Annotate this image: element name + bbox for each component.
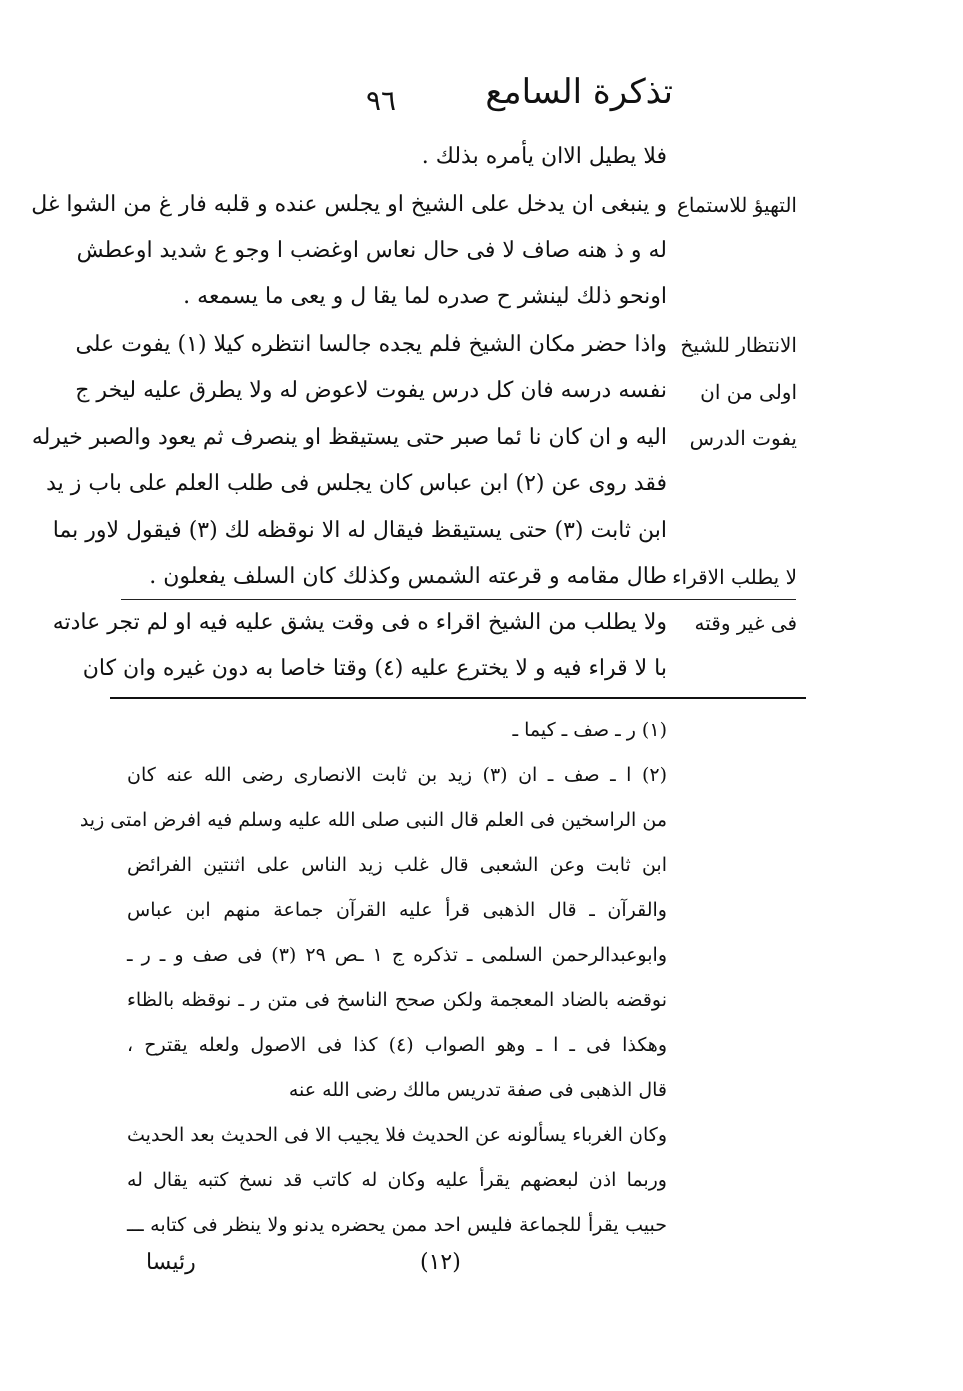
footnote-line: (٢) ا ـ صف ـ ان (٣) زيد بن ثابت الانصارى رضى الله عنه كان: [127, 764, 667, 786]
page-number: ٩٦: [366, 84, 397, 117]
body-line: نفسه درسه فان كل درس يفوت لاعوض له ولا يطرق عليه ليخر ج: [75, 378, 667, 403]
margin-note: الانتظار للشيخ: [680, 333, 797, 357]
footnote-line: ابن ثابت وعن الشعبى قال غلب زيد الناس على اثنتين الفرائض: [127, 854, 667, 876]
footnote-line: حبيب يقرأ للجماعة فليس احد ممن يحضره يدنو ولا ينظر فى كتابه ـــ: [127, 1214, 667, 1236]
footnote-line: وابوعبدالرحمن السلمى ـ تذكره ج ١ ـص ٢٩ (٣) فى صف و ـ ر ـ: [127, 944, 667, 966]
footnote-line: قال الذهبى فى صفة تدريس مالك رضى الله عنه: [288, 1079, 667, 1101]
catchword: رئيسا: [146, 1250, 196, 1275]
body-line: اليه و ان كان نا ئما صبر حتى يستيقظ او ينصرف ثم يعود والصبر خيرله: [31, 425, 667, 450]
footnote-line: (١) ر ـ صف ـ كيما ـ: [512, 719, 667, 741]
body-line: با لا قراء فيه و لا يخترع عليه (٤) وقتا خاصا به دون غيره وان كان: [82, 656, 667, 681]
margin-note: اولى من ان: [700, 380, 797, 404]
margin-note: لا يطلب الاقراء: [672, 565, 797, 589]
footnote-rule: [110, 697, 806, 699]
running-title: تذكرة السامع: [485, 72, 673, 112]
margin-note: يفوت الدرس: [689, 426, 797, 450]
body-line: طال مقامه و قرعته الشمس وكذلك كان السلف يفعلون .: [149, 564, 667, 589]
body-line: و ينبغى ان يدخل على الشيخ او يجلس عنده و قلبه فار غ من الشوا غل: [31, 192, 667, 217]
footnote-line: وربما اذن لبعضهم يقرأ عليه وكان له كاتب قد نسخ كتبه يقال له: [127, 1169, 667, 1191]
margin-note: فى غير وقته: [694, 611, 797, 635]
footnote-line: من الراسخين فى العلم قال النبى صلى الله عليه وسلم فيه افرض امتى زيد: [79, 809, 667, 831]
body-line: ابن ثابت (٣) حتى يستيقظ فيقال له الا نوقظه لك (٣) فيقول لاور بما: [52, 518, 667, 543]
body-line: فلا يطيل الاان يأمره بذلك .: [421, 144, 667, 169]
footnote-line: وكان الغرباء يسألونه عن الحديث فلا يجيب الا فى الحديث بعد الحديث: [127, 1124, 667, 1146]
body-line: واذا حضر مكان الشيخ فلم يجده جالسا انتظره كيلا (١) يفوت على: [75, 332, 667, 357]
body-line: له و ذ هنه صاف لا فى حال نعاس اوغضب ا وجو ع شديد اوعطش: [76, 238, 667, 263]
body-line: فقد روى عن (٢) ابن عباس كان يجلس فى طلب العلم على باب ز يد: [46, 471, 667, 496]
body-line: ولا يطلب من الشيخ اقراء ه فى وقت يشق عليه فيه او لم تجر عادته: [52, 610, 667, 635]
footnote-line: وهكذا فى ـ ا ـ وهو الصواب (٤) كذا فى الاصول ولعله يقترح ،: [127, 1034, 668, 1056]
section-divider: [121, 599, 796, 600]
signature-mark: (١٢): [420, 1250, 461, 1275]
footnote-line: والقرآن ـ قال الذهبى قرأ عليه القرآن جماعة منهم ابن عباس: [127, 899, 667, 921]
footnote-line: نوقضه بالضاد المعجمة ولكن صحح الناسخ فى متن ر ـ نوقظه بالظاء: [127, 989, 667, 1011]
margin-note: التهيؤ للاستماع: [676, 193, 797, 217]
body-line: اونحو ذلك لينشر ح صدره لما يقا ل و يعى ما يسمعه .: [183, 284, 667, 309]
